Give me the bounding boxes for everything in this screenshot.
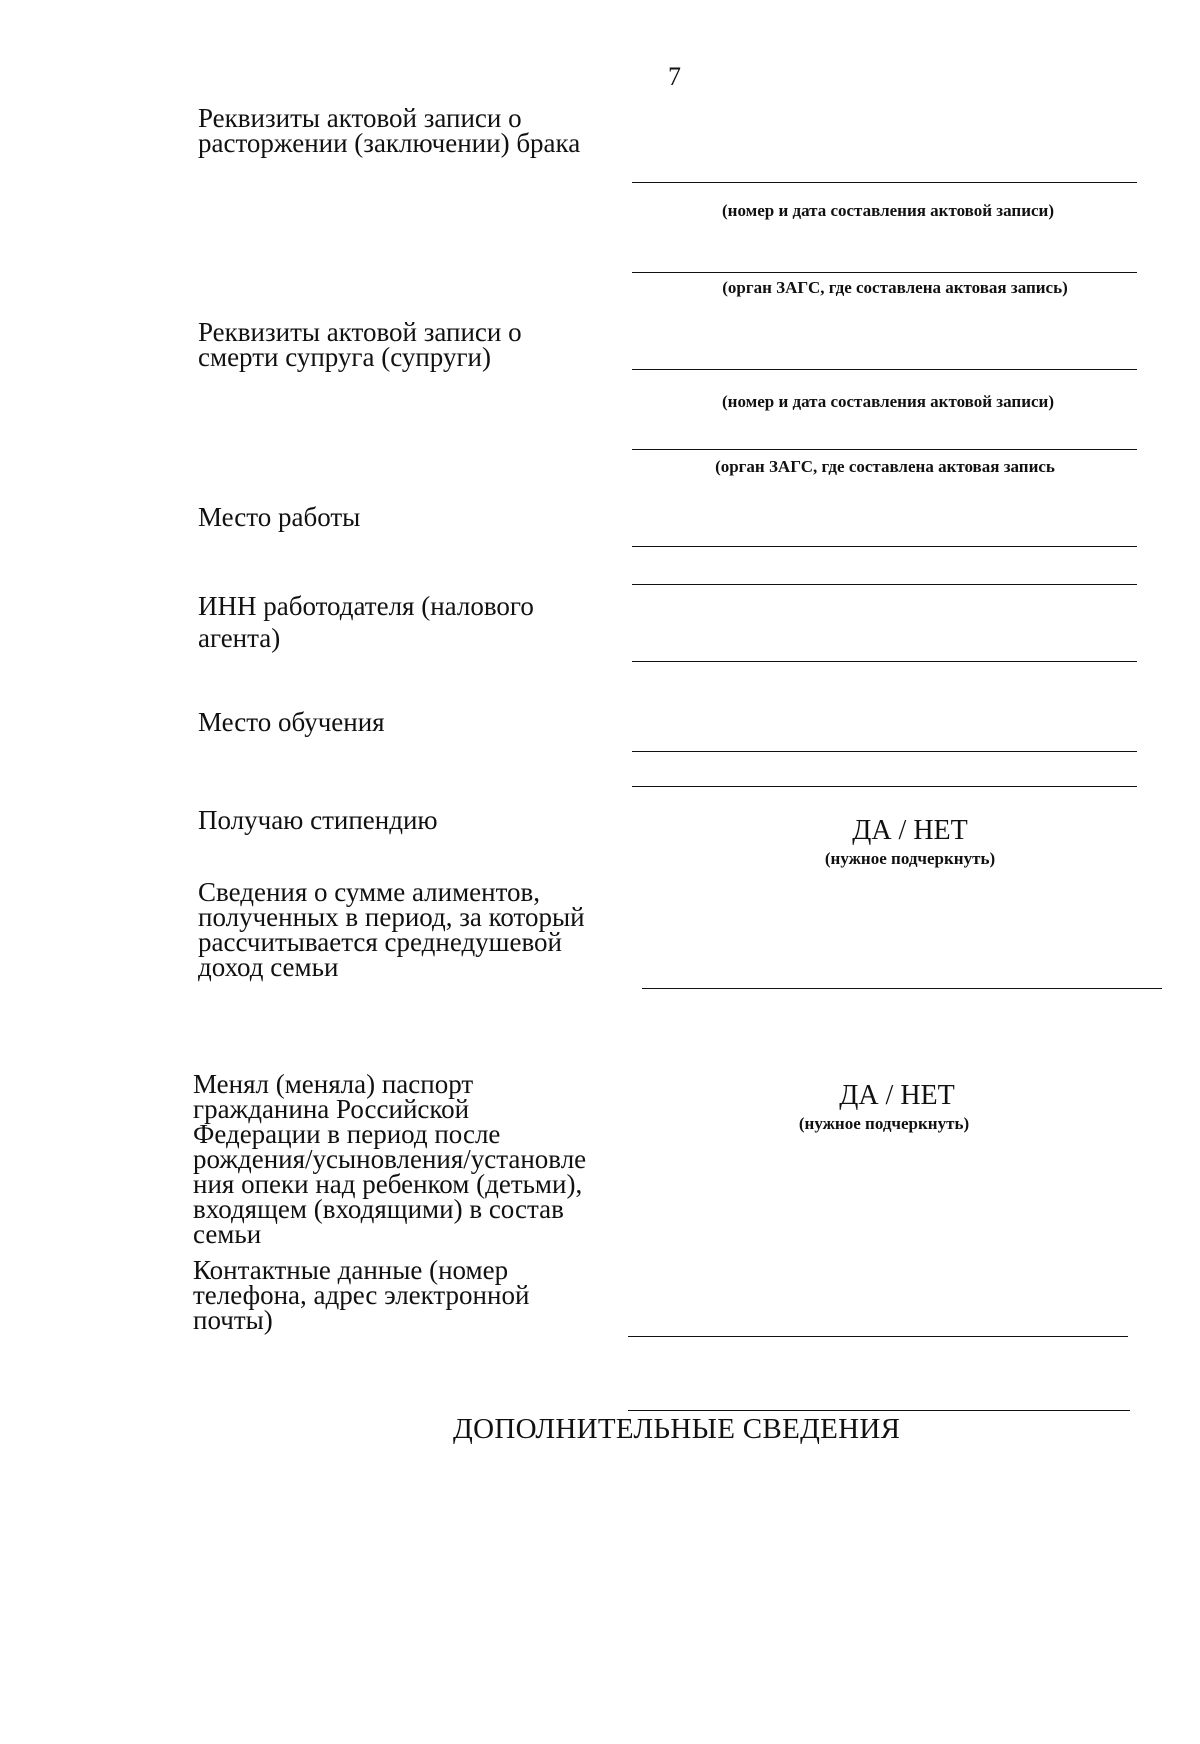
additional-info-title: ДОПОЛНИТЕЛЬНЫЕ СВЕДЕНИЯ [453,1413,901,1445]
scholarship-label: Получаю стипендию [198,805,438,835]
marriage-number-date-field[interactable] [632,182,1137,183]
marriage-registry-hint: (орган ЗАГС, где составлена актовая запись) [722,278,1068,297]
passport-change-hint: (нужное подчеркнуть) [798,1114,970,1133]
employer-inn-label-line-1: ИНН работодателя (налового [198,591,534,621]
scholarship-yes-no-option[interactable]: ДА / НЕТ [852,815,968,846]
passport-change-label-line-4: рождения/усыновления/установле [193,1144,587,1174]
contacts-field-line-2[interactable] [628,1410,1130,1411]
contacts-label [193,1255,530,1335]
contacts-label-line-3: почты) [193,1305,273,1335]
death-registry-field[interactable] [632,449,1137,450]
death-number-date-field[interactable] [632,369,1137,370]
alimony-label-line-4: доход семьи [198,952,339,982]
employer-inn-label [198,590,534,654]
marriage-registry-field[interactable] [632,272,1137,273]
passport-change-label-line-5: ния опеки над ребенком (детьми), [193,1169,583,1199]
contacts-field-line-1[interactable] [628,1336,1128,1337]
page-number: 7 [668,62,681,91]
death-record-label [198,317,522,372]
contacts-label-line-2: телефона, адрес электронной [193,1280,530,1310]
scholarship-hint: (нужное подчеркнуть) [824,849,996,868]
study-place-field-line-2[interactable] [632,786,1137,787]
passport-change-label-line-1: Менял (меняла) паспорт [193,1069,474,1099]
alimony-label [198,877,585,982]
alimony-label-line-2: полученных в период, за который [198,902,585,932]
marriage-record-label-line-1: Реквизиты актовой записи о [198,103,522,133]
workplace-label: Место работы [198,502,361,532]
passport-change-label-line-7: семьи [193,1219,262,1249]
employer-inn-label-line-2: агента) [198,623,281,653]
passport-change-label [193,1069,587,1249]
passport-change-label-line-3: Федерации в период после [193,1119,501,1149]
marriage-record-label [198,103,581,158]
death-registry-hint: (орган ЗАГС, где составлена актовая запись [715,457,1055,476]
death-record-label-line-1: Реквизиты актовой записи о [198,317,522,347]
workplace-field-line-2[interactable] [632,584,1137,585]
passport-change-label-line-6: входящем (входящими) в состав [193,1194,564,1224]
alimony-field[interactable] [642,988,1162,989]
study-place-label: Место обучения [198,707,385,737]
death-number-date-hint: (номер и дата составления актовой записи) [721,392,1054,411]
contacts-label-line-1: Контактные данные (номер [193,1255,509,1285]
alimony-label-line-3: рассчитывается среднедушевой [198,927,562,957]
marriage-record-label-line-2: расторжении (заключении) брака [198,128,581,158]
alimony-label-line-1: Сведения о сумме алиментов, [198,877,541,907]
employer-inn-field[interactable] [632,661,1137,662]
passport-change-yes-no-option[interactable]: ДА / НЕТ [839,1080,955,1111]
marriage-number-date-hint: (номер и дата составления актовой записи) [721,201,1054,220]
passport-change-label-line-2: гражданина Российской [193,1094,470,1124]
death-record-label-line-2: смерти супруга (супруги) [198,342,491,372]
study-place-field-line-1[interactable] [632,751,1137,752]
workplace-field-line-1[interactable] [632,546,1137,547]
